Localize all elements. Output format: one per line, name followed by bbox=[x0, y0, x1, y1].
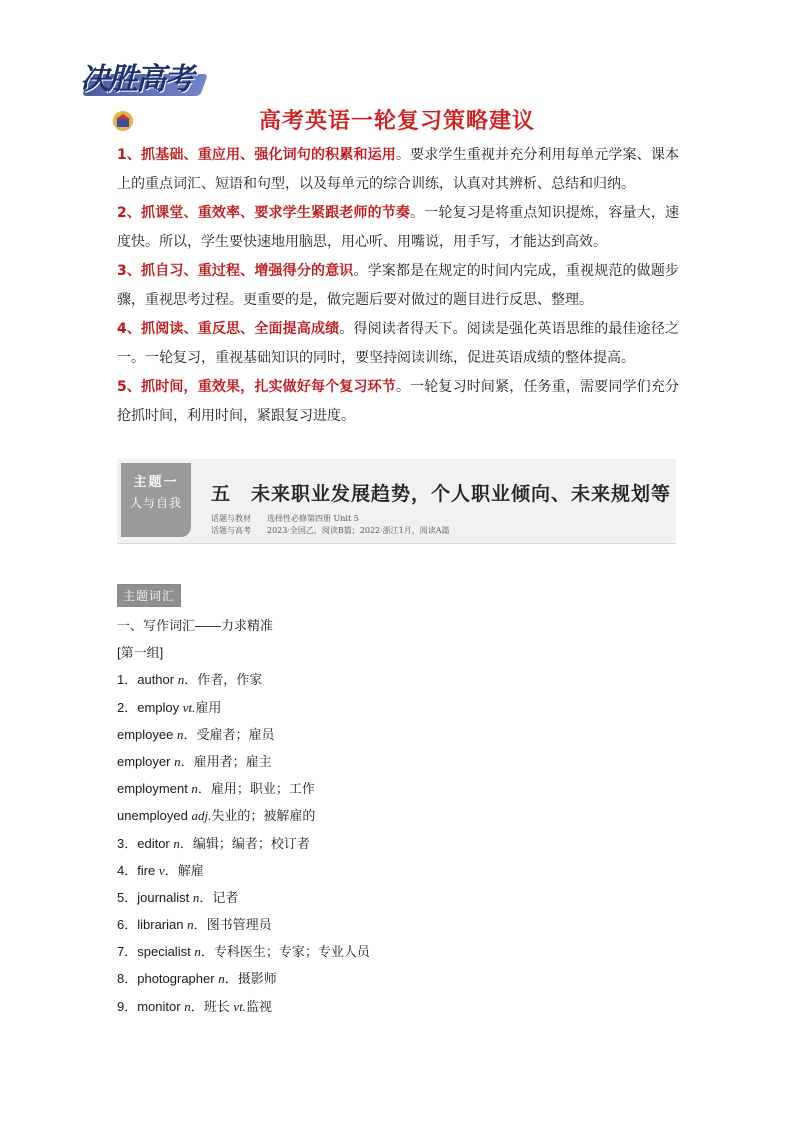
vocab-item bbox=[117, 938, 677, 965]
vocab-item bbox=[117, 666, 677, 693]
vocab-meaning: 监视 bbox=[245, 998, 272, 1014]
vocab-item bbox=[117, 748, 677, 775]
vocab-word: 9．monitor bbox=[117, 998, 185, 1014]
vocab-meaning: ．雇用者；雇主 bbox=[180, 753, 272, 769]
topic-info bbox=[211, 513, 450, 537]
unit-title: 五 未来职业发展趋势，个人职业倾向、未来规划等 bbox=[211, 483, 672, 505]
strategy-body: 。一轮复习时间紧，任务重，需要同学们充分抢抓时间，利用时间，紧跟复习进度。 bbox=[117, 379, 679, 424]
vocab-pos: vt. bbox=[233, 998, 246, 1014]
vocab-meaning: ．专科医生；专家；专业人员 bbox=[200, 944, 370, 960]
vocab-word: unemployed bbox=[117, 808, 192, 824]
vocab-item bbox=[117, 884, 677, 911]
vocab-meaning: ．记者 bbox=[199, 889, 239, 905]
topic-info-key: 话题与高考 bbox=[211, 526, 251, 535]
vocab-item bbox=[117, 721, 677, 748]
section-tag: 主题词汇 bbox=[117, 584, 181, 607]
vocab-item bbox=[117, 802, 677, 829]
vocab-heading: 一、写作词汇——力求精准 bbox=[117, 618, 274, 633]
vocab-item bbox=[117, 694, 677, 721]
vocab-item bbox=[117, 965, 677, 992]
vocab-item bbox=[117, 775, 677, 802]
vocab-meaning: ．作者，作家 bbox=[184, 672, 263, 688]
vocab-item bbox=[117, 911, 677, 938]
vocab-word: employer bbox=[117, 753, 175, 769]
vocab-word: 8．photographer bbox=[117, 971, 219, 987]
vocab-list bbox=[117, 612, 677, 1020]
strategy-body: 。要求学生重视并充分利用每单元学案、课本上的重点词汇、短语和句型，以及每单元的综合训练，认真对其辨析、总结和归纳。 bbox=[117, 147, 679, 192]
vocab-pos: n bbox=[176, 726, 184, 742]
vocab-word: 3．editor bbox=[117, 835, 174, 851]
strategy-4 bbox=[117, 315, 679, 373]
strategy-highlight: 1、抓基础、重应用、强化词句的积累和运用 bbox=[117, 147, 396, 163]
vocab-item bbox=[117, 830, 677, 857]
vocab-word: 2．employ bbox=[117, 699, 183, 715]
vocab-pos: n bbox=[218, 971, 225, 987]
strategy-highlight: 3、抓自习、重过程、增强得分的意识 bbox=[117, 263, 354, 279]
vocab-pos: n bbox=[184, 998, 191, 1014]
strategy-body: 。得阅读者得天下。阅读是强化英语思维的最佳途径之一。一轮复习，重视基础知识的同时，要坚持阅读训练，促进英语成绩的整体提高。 bbox=[117, 321, 679, 366]
theme-tag-line2: 人与自我 bbox=[129, 496, 182, 510]
vocab-pos: n bbox=[187, 917, 194, 933]
vocab-meaning: ．解雇 bbox=[164, 862, 204, 878]
vocab-word: 6．librarian bbox=[117, 917, 188, 933]
topic-info-value: 选择性必修第四册 Unit 5 bbox=[267, 514, 359, 523]
logo-text: 决胜高考 bbox=[80, 62, 192, 97]
strategy-highlight: 5、抓时间，重效果，扎实做好每个复习环节 bbox=[117, 379, 396, 395]
strategy-2 bbox=[117, 199, 679, 257]
vocab-pos: n bbox=[192, 889, 200, 905]
strategy-highlight: 4、抓阅读、重反思、全面提高成绩 bbox=[117, 321, 340, 337]
vocab-pos: v bbox=[158, 862, 165, 878]
strategy-body: 。学案都是在规定的时间内完成，重视规范的做题步骤，重视思考过程。更重要的是，做完题后要对做过的题目进行反思、整理。 bbox=[117, 263, 679, 308]
vocab-word: 5．journalist bbox=[117, 889, 193, 905]
strategy-5 bbox=[117, 373, 679, 431]
strategy-1 bbox=[117, 141, 679, 199]
vocab-meaning: ．摄影师 bbox=[224, 971, 277, 987]
vocab-word: 7．specialist bbox=[117, 944, 195, 960]
vocab-pos: n bbox=[191, 781, 198, 797]
vocab-word: 4．fire bbox=[117, 862, 159, 878]
vocab-pos: adj. bbox=[191, 808, 212, 824]
vocab-meaning: ．图书管理员 bbox=[193, 917, 272, 933]
strategy-body: 。一轮复习是将重点知识提炼，容量大，速度快。所以，学生要快速地用脑思，用心听、用嘴说，用手写，才能达到高效。 bbox=[117, 205, 679, 250]
vocab-meaning: ．雇用；职业；工作 bbox=[197, 781, 315, 797]
vocab-meaning: ．班长 bbox=[190, 998, 234, 1014]
vocab-group: [第一组] bbox=[117, 645, 164, 661]
vocab-pos: vt. bbox=[182, 699, 196, 715]
theme-tag-line1: 主题一 bbox=[133, 475, 179, 490]
topic-info-key: 话题与教材 bbox=[211, 514, 251, 523]
vocab-meaning: 雇用 bbox=[195, 699, 222, 715]
vocab-pos: n bbox=[177, 672, 185, 688]
vocab-item bbox=[117, 857, 677, 884]
theme-tag bbox=[121, 463, 191, 537]
topic-info-value: 2023·全国乙，阅读B篇；2022·浙江1月，阅读A篇 bbox=[267, 526, 450, 535]
vocab-word: employment bbox=[117, 781, 192, 797]
unit-banner bbox=[117, 459, 676, 544]
document-title: 高考英语一轮复习策略建议 bbox=[258, 109, 535, 134]
vocab-item bbox=[117, 993, 677, 1020]
vocab-meaning: ．编辑；编者；校订者 bbox=[179, 835, 310, 851]
vocab-meaning: 失业的；被解雇的 bbox=[211, 808, 316, 824]
vocab-pos: n bbox=[173, 835, 180, 851]
vocab-word: 1．author bbox=[117, 672, 178, 688]
strategy-3 bbox=[117, 257, 679, 315]
vocab-pos: n bbox=[194, 944, 201, 960]
vocab-pos: n bbox=[174, 753, 181, 769]
vocab-meaning: ．受雇者；雇员 bbox=[183, 726, 275, 742]
vocab-word: employee bbox=[117, 726, 177, 742]
strategy-highlight: 2、抓课堂、重效率、要求学生紧跟老师的节奏 bbox=[117, 205, 411, 221]
